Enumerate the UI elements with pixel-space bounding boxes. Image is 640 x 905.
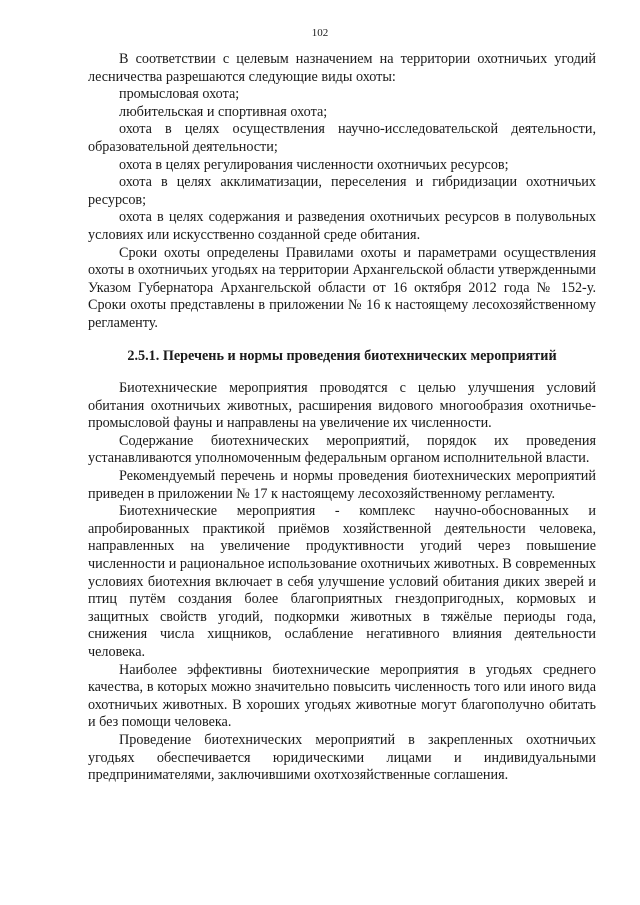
section-paragraph: Биотехнические мероприятия - комплекс научно-обоснованных и апробированных практикой приёмов хозяйственной деятельности человека, направленных на увеличение продуктивности угодий через повышение численности и рациональное использование охотничьих животных. В современных условиях биотехния включает в себя улучшение условий обитания диких зверей и птиц путём создания более благоприятных гнездопригодных, кормовых и защитных свойств угодий, подкормки животных в тяжёлые периоды года, снижения числа хищников, ослабление негативного влияния деятельности человека. [88, 503, 596, 660]
section-paragraph: Рекомендуемый перечень и нормы проведения биотехнических мероприятий приведен в приложении № 17 к настоящему лесохозяйственному регламенту. [88, 468, 596, 502]
page-number: 102 [311, 27, 329, 39]
section-heading: 2.5.1. Перечень и нормы проведения биотехнических мероприятий [127, 347, 557, 364]
list-item: промысловая охота; [119, 86, 240, 103]
list-item: любительская и спортивная охота; [119, 103, 328, 120]
section-body [88, 380, 596, 785]
list-item: охота в целях содержания и разведения охотничьих ресурсов в полувольных условиях или искусственно созданной среде обитания. [88, 209, 596, 243]
list-item: охота в целях акклиматизации, переселения и гибридизации охотничьих ресурсов; [88, 174, 596, 208]
list-item: охота в целях осуществления научно-исследовательской деятельности, образовательной деятельности; [88, 121, 596, 155]
list-item: охота в целях регулирования численности охотничьих ресурсов; [119, 156, 509, 173]
hunting-terms-paragraph: Сроки охоты определены Правилами охоты и параметрами осуществления охоты в охотничьих угодьях на территории Архангельской области утвержденными Указом Губернатора Архангельской области от 16 октября 2012 года № 152-у. Сроки охоты представлены в приложении № 16 к настоящему лесохозяйственному регламенту. [88, 244, 596, 331]
hunting-types-list [88, 86, 596, 244]
section-paragraph: Биотехнические мероприятия проводятся с целью улучшения условий обитания охотничьих животных, расширения видового многообразия охотничье-промысловой фауны и направлены на увеличение их численности. [88, 380, 596, 432]
intro-paragraph: В соответствии с целевым назначением на территории охотничьих угодий лесничества разрешаются следующие виды охоты: [88, 51, 596, 85]
document-body [88, 51, 596, 785]
section-paragraph: Содержание биотехнических мероприятий, порядок их проведения устанавливаются уполномоченным федеральным органом исполнительной власти. [88, 432, 596, 467]
section-paragraph: Наиболее эффективны биотехнические мероприятия в угодьях среднего качества, в которых можно значительно повысить численность того или иного вида охотничьих животных. В хороших угодьях животные могут благополучно обитать и без помощи человека. [88, 661, 596, 731]
section-paragraph: Проведение биотехнических мероприятий в закрепленных охотничьих угодьях обеспечивается юридическими лицами и индивидуальными предпринимателями, заключившими охотхозяйственные соглашения. [88, 731, 596, 784]
